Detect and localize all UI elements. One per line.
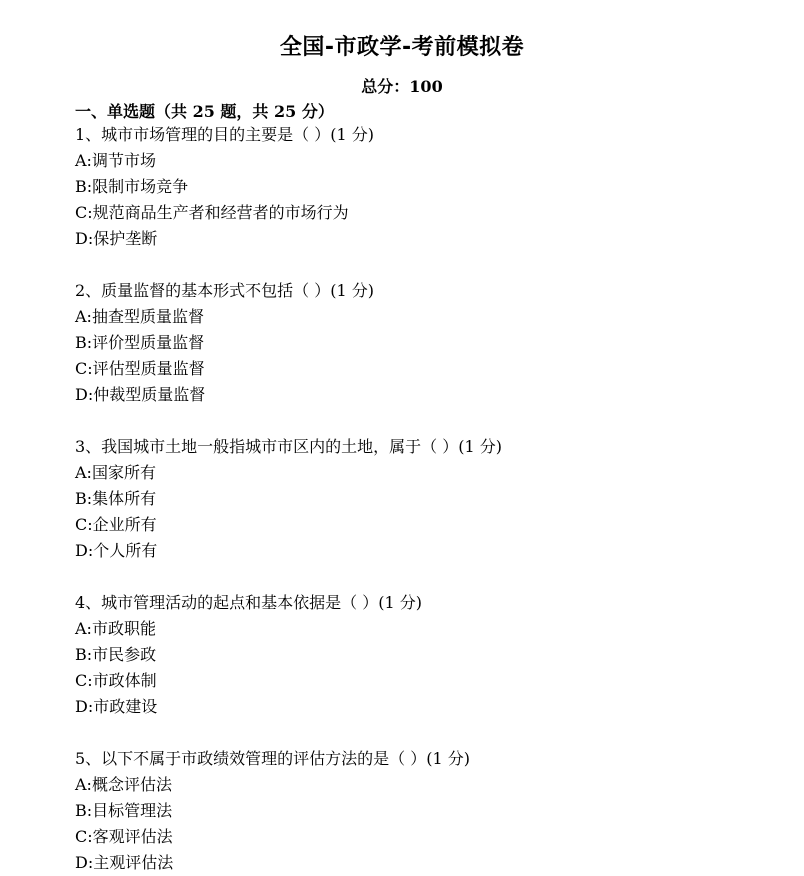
option-d: D:仲裁型质量监督: [75, 385, 206, 404]
option-c: C:规范商品生产者和经营者的市场行为: [75, 203, 349, 222]
question-stem: 2、质量监督的基本形式不包括（ ）(1 分): [75, 281, 375, 300]
section-heading: 一、单选题（共 25 题，共 25 分）: [75, 102, 334, 121]
option-b: B:市民参政: [75, 645, 157, 664]
document-title: 全国-市政学-考前模拟卷: [279, 35, 525, 60]
option-d: D:市政建设: [75, 697, 158, 716]
option-c: C:企业所有: [75, 515, 157, 534]
total-score: 总分：100: [361, 77, 443, 96]
option-c: C:市政体制: [75, 671, 157, 690]
option-d: D:主观评估法: [75, 853, 174, 872]
option-a: A:调节市场: [75, 151, 156, 170]
option-a: A:国家所有: [75, 463, 156, 482]
question-stem: 5、以下不属于市政绩效管理的评估方法的是（ ）(1 分): [75, 749, 471, 768]
option-a: A:市政职能: [75, 619, 156, 638]
option-b: B:评价型质量监督: [75, 333, 205, 352]
option-a: A:概念评估法: [75, 775, 172, 794]
question-1: [75, 122, 775, 252]
question-3: [75, 434, 775, 564]
option-d: D:个人所有: [75, 541, 158, 560]
option-a: A:抽查型质量监督: [75, 307, 204, 326]
question-4: [75, 590, 775, 720]
option-b: B:集体所有: [75, 489, 157, 508]
question-5: [75, 746, 775, 876]
question-stem: 3、我国城市土地一般指城市市区内的土地，属于（ ）(1 分): [75, 437, 503, 456]
option-c: C:客观评估法: [75, 827, 173, 846]
option-c: C:评估型质量监督: [75, 359, 205, 378]
question-2: [75, 278, 775, 408]
question-stem: 4、城市管理活动的起点和基本依据是（ ）(1 分): [75, 593, 423, 612]
question-stem: 1、城市市场管理的目的主要是（ ）(1 分): [75, 125, 375, 144]
option-d: D:保护垄断: [75, 229, 158, 248]
option-b: B:限制市场竞争: [75, 177, 189, 196]
option-b: B:目标管理法: [75, 801, 173, 820]
question-list: [75, 122, 775, 876]
